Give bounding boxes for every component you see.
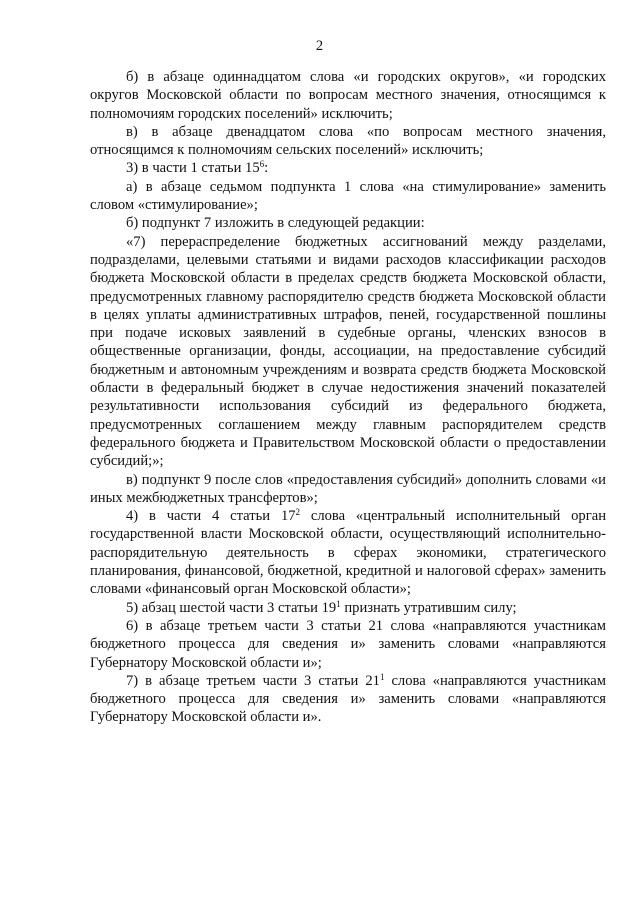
paragraph-3v: в) подпункт 9 после слов «предоставления субсидий» дополнить словами «и иных межбюджетных трансфертов»; [90, 471, 606, 506]
paragraph-5-article-19-1: 5) абзац шестой части 3 статьи $19^1$ признать утратившим силу; [126, 598, 517, 616]
paragraph-subpoint-7-text: «7) перераспределение бюджетных ассигнований между разделами, подразделами, целевыми статьями и видами расходов классификации расходов бюджета Московской области в пределах средств бюджета Московской области, предусмотренных главному распорядителю средств бюджета Московской области в целях уплаты административных штрафов, пеней, государственной пошлины при подаче исковых заявлений в судебные органы, членских взносов в общественные организации, фонды, ассоциации, на предоставление субсидий бюджетным и автономным учреждениям и возврата средств бюджета Московской области в федеральный бюджет в случае недостижения значений показателей результативности использования субсидий из федерального бюджета, предусмотренных соглашением между главным распорядителем средств федерального бюджета и Правительством Московской области о предоставлении субсидий;»; [90, 233, 606, 470]
paragraph-1v-abzac-12: в) в абзаце двенадцатом слова «по вопросам местного значения, относящимся к полномочиям сельских поселений» исключить; [90, 123, 606, 159]
paragraph-3b: б) подпункт 7 изложить в следующей редакции: [126, 215, 425, 232]
paragraph-7-article-21-1: 7) в абзаце третьем части 3 статьи $21^1$ слова «направляются участникам бюджетного процесса для сведения и» заменить словами «направляются Губернатору Московской области и». [90, 671, 606, 726]
paragraph-1b-abzac-11: б) в абзаце одиннадцатом слова «и городских округов», «и городских округов Московской области по вопросам местного значения, относящимся к полномочиям городских поселений» исключить; [90, 69, 606, 122]
paragraph-4-article-17-2: 4) в части 4 статьи $17^2$ слова «центральный исполнительный орган государственной власти Московской области, осуществляющий исполнительно-распорядительную деятельность в сферах экономики, стратегического планирования, финансовой, бюджетной, кредитной и налоговой сферах» заменить словами «финансовый орган Московской области»; [90, 507, 607, 598]
paragraph-3-article-15: 3) в части 1 статьи $15^6$: [126, 159, 269, 177]
page-number: 2 [315, 38, 324, 54]
document-body [90, 68, 606, 727]
paragraph-3a: а) в абзаце седьмом подпункта 1 слова «на стимулирование» заменить словом «стимулирование»; [90, 178, 606, 214]
paragraph-6-article-21: 6) в абзаце третьем части 3 статьи 21 слова «направляются участникам бюджетного процесса для сведения и» заменить словами «направляются Губернатору Московской области и»; [90, 617, 606, 671]
